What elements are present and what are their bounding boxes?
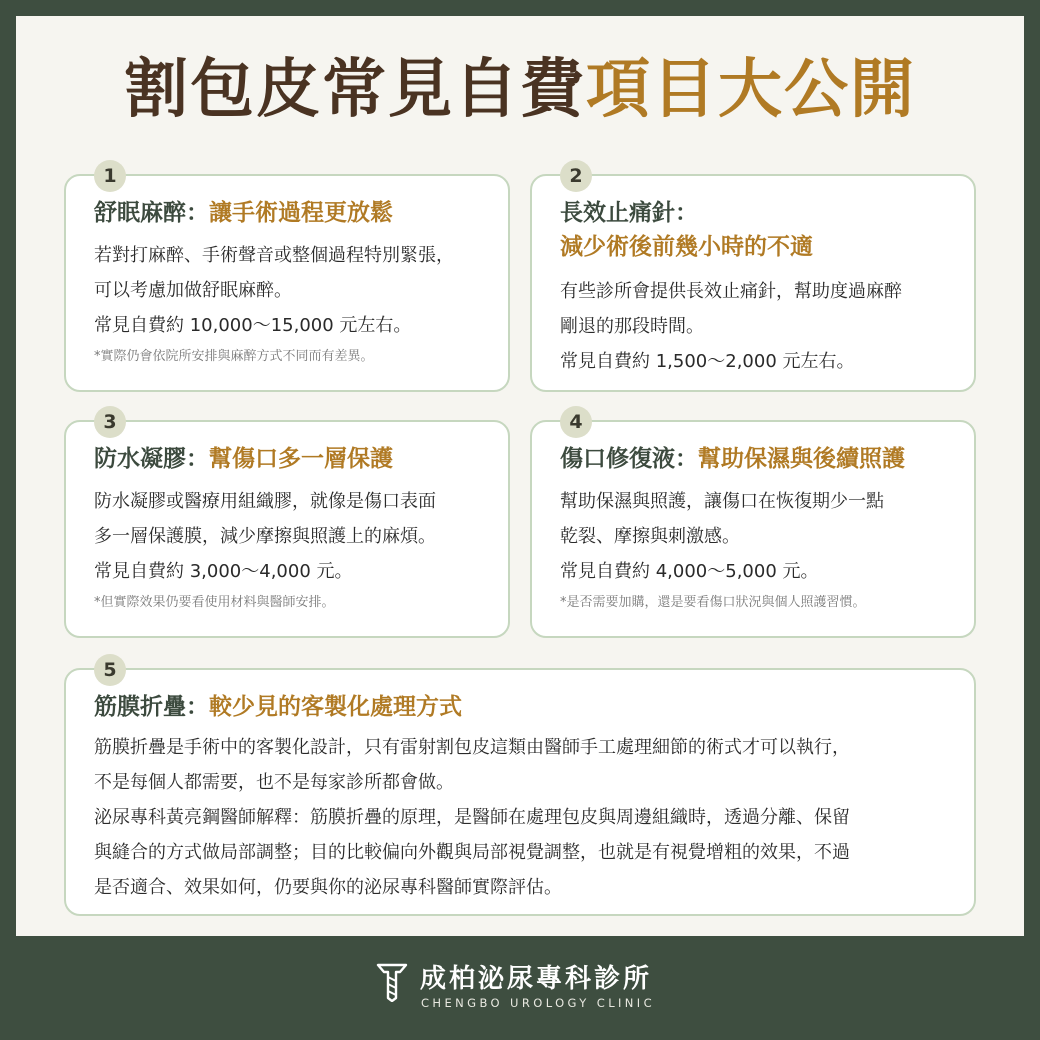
- info-card-5: [64, 659, 976, 916]
- info-card-4: [530, 411, 976, 638]
- footer: [0, 952, 1040, 1040]
- card-text-line: 常見自費約 10,000～15,000 元左右。: [94, 315, 412, 336]
- card-text-line: 泌尿專科黃亮鋼醫師解釋：筋膜折疊的原理，是醫師在處理包皮與周邊組織時，透過分離、保留: [94, 807, 850, 828]
- card-body: [94, 238, 482, 343]
- info-card-3: [64, 411, 510, 638]
- card-heading-main: 舒眠麻醉：: [94, 200, 209, 226]
- card-text-line: 可以考慮加做舒眠麻醉。: [94, 280, 292, 301]
- card-number-badge: 3: [94, 406, 126, 438]
- clinic-name-en: CHENGBO UROLOGY CLINIC: [421, 996, 656, 1010]
- card-text-line: 有些診所會提供長效止痛針，幫助度過麻醉: [560, 281, 902, 302]
- card-number-badge: 4: [560, 406, 592, 438]
- card-text-line: 筋膜折疊是手術中的客製化設計，只有雷射割包皮這類由醫師手工處理細節的術式才可以執行，: [94, 737, 850, 758]
- card-heading-main: 長效止痛針：: [560, 200, 698, 226]
- card-text-line: 是否適合、效果如何，仍要與你的泌尿專科醫師實際評估。: [94, 877, 562, 898]
- card-heading-accent: 減少術後前幾小時的不適: [560, 234, 813, 260]
- card-heading-accent: 較少見的客製化處理方式: [209, 694, 462, 720]
- card-footnote: *但實際效果仍要看使用材料與醫師安排。: [94, 595, 335, 610]
- card-body: [560, 484, 948, 589]
- clinic-name-zh: 成柏泌尿專科診所: [420, 964, 653, 994]
- card-text-line: 與縫合的方式做局部調整；目的比較偏向外觀與局部視覺調整，也就是有視覺增粗的效果，不過: [94, 842, 850, 863]
- card-text-line: 不是每個人都需要，也不是每家診所都會做。: [94, 772, 454, 793]
- card-body: [94, 730, 948, 905]
- card-text-line: 防水凝膠或醫療用組織膠，就像是傷口表面: [94, 491, 436, 512]
- card-body: [560, 274, 948, 379]
- page-title-part1: 割包皮常見自費: [124, 53, 586, 127]
- info-card-1: [64, 165, 510, 392]
- card-text-line: 乾裂、摩擦與刺激感。: [560, 526, 740, 547]
- page-title-part2: 項目大公開: [586, 53, 916, 127]
- clinic-logo-icon: [374, 962, 410, 1002]
- card-text-line: 若對打麻醉、手術聲音或整個過程特別緊張，: [94, 245, 454, 266]
- card-text-line: 常見自費約 1,500～2,000 元左右。: [560, 351, 855, 372]
- card-heading-main: 傷口修復液：: [560, 446, 698, 472]
- card-body: [94, 484, 482, 589]
- card-heading-main: 防水凝膠：: [94, 446, 209, 472]
- card-text-line: 剛退的那段時間。: [560, 316, 704, 337]
- card-text-line: 常見自費約 3,000～4,000 元。: [94, 561, 353, 582]
- card-footnote: *實際仍會依院所安排與麻醉方式不同而有差異。: [94, 349, 374, 364]
- card-heading-accent: 幫傷口多一層保護: [209, 446, 393, 472]
- card-heading: [560, 442, 948, 476]
- card-text-line: 多一層保護膜，減少摩擦與照護上的麻煩。: [94, 526, 436, 547]
- card-number-badge: 5: [94, 654, 126, 686]
- card-heading-main: 筋膜折疊：: [94, 694, 209, 720]
- card-footnote: *是否需要加購，還是要看傷口狀況與個人照護習慣。: [560, 595, 866, 610]
- card-heading: [94, 442, 482, 476]
- page-title: [0, 50, 1040, 130]
- card-text-line: 幫助保濕與照護，讓傷口在恢復期少一點: [560, 491, 884, 512]
- info-card-2: [530, 165, 976, 392]
- card-heading: [94, 196, 482, 230]
- card-number-badge: 2: [560, 160, 592, 192]
- card-heading-accent: 幫助保濕與後續照護: [698, 446, 905, 472]
- card-heading: [94, 690, 948, 724]
- card-number-badge: 1: [94, 160, 126, 192]
- card-text-line: 常見自費約 4,000～5,000 元。: [560, 561, 819, 582]
- card-heading-accent: 讓手術過程更放鬆: [209, 200, 393, 226]
